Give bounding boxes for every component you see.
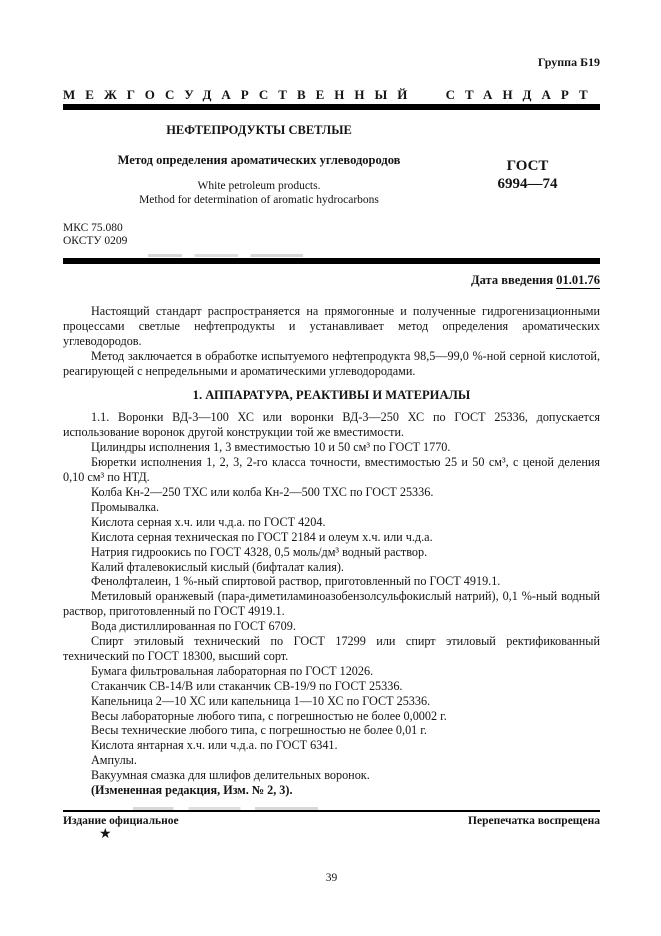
list-item: Спирт этиловый технический по ГОСТ 17299 или спирт этиловый ректификованный технический по ГОСТ 18300, высший сорт. <box>63 634 600 663</box>
list-item: Колба Кн-2—250 ТХС или колба Кн-2—500 ТХС по ГОСТ 25336. <box>91 484 434 499</box>
list-item: Весы лабораторные любого типа, с погрешностью не более 0,0002 г. <box>91 708 447 723</box>
list-item: Кислота серная х.ч. или ч.д.а. по ГОСТ 4204. <box>91 514 326 529</box>
standard-type-title: МЕЖГОСУДАРСТВЕННЫЙ СТАНДАРТ <box>63 87 598 102</box>
star-icon: ★ <box>99 827 112 842</box>
document-subtitle-ru: Метод определения ароматических углеводородов <box>117 153 401 167</box>
title-en-line2: Method for determination of aromatic hydrocarbons <box>139 193 379 206</box>
list-item: Весы технические любого типа, с погрешностью не более 0,01 г. <box>91 723 427 738</box>
header-main <box>63 123 600 248</box>
gost-number: 6994—74 <box>497 176 558 192</box>
header-divider <box>63 104 600 110</box>
footer-row <box>63 815 600 827</box>
title-en-line1: White petroleum products. <box>197 180 321 192</box>
list-item: Кислота янтарная х.ч. или ч.д.а. по ГОСТ 6341. <box>91 738 338 753</box>
page-content <box>63 0 600 798</box>
gost-designation <box>455 157 600 248</box>
scan-artifact <box>148 254 303 257</box>
footer-divider <box>63 810 600 812</box>
list-item: Бюретки исполнения 1, 2, 3, 2-го класса точности, вместимостью 25 и 50 см³, с ценой деления 0,10 см³ по НТД. <box>63 455 600 485</box>
date-label: Дата введения <box>471 273 554 287</box>
list-item: 1.1. Воронки ВД-3—100 ХС или воронки ВД-3—250 ХС по ГОСТ 25336, допускается использование воронок другой конструкции той же вместимости. <box>63 410 600 440</box>
page-number: 39 <box>325 872 338 884</box>
introduction-date <box>63 273 600 288</box>
page-footer <box>63 810 600 884</box>
divider-wrap <box>63 258 600 264</box>
list-item: Вакуумная смазка для шлифов делительных воронок. <box>91 768 370 783</box>
scan-artifact <box>133 807 318 810</box>
group-label: Группа Б19 <box>537 55 600 69</box>
date-value: 01.01.76 <box>556 273 600 287</box>
section-divider <box>63 258 600 264</box>
intro-paragraph: Настоящий стандарт распространяется на прямогонные и полученные гидрогенизационными процессами светлые нефтепродукты и устанавливает метод определения ароматических углеводородов. <box>63 304 600 348</box>
header-titles <box>63 123 455 248</box>
list-item: Фенолфталеин, 1 %-ный спиртовой раствор, приготовленный по ГОСТ 4919.1. <box>91 574 501 589</box>
list-item: Калий фталевокислый кислый (бифталат калия). <box>91 559 344 574</box>
okstu-code: ОКСТУ 0209 <box>63 235 128 247</box>
intro-paragraph: Метод заключается в обработке испытуемого нефтепродукта 98,5—99,0 %-ной серной кислотой, реагирующей с непредельными и ароматическими углеводородами. <box>63 348 600 378</box>
list-item: Ампулы. <box>91 753 137 768</box>
list-item: Стаканчик СВ-14/В или стаканчик СВ-19/9 по ГОСТ 25336. <box>91 678 403 693</box>
gost-label: ГОСТ <box>506 158 549 174</box>
list-item: Бумага фильтровальная лабораторная по ГОСТ 12026. <box>91 663 374 678</box>
list-item: Кислота серная техническая по ГОСТ 2184 и олеум х.ч. или ч.д.а. <box>91 529 433 544</box>
list-item: Промывалка. <box>91 499 160 514</box>
mks-code: МКС 75.080 <box>63 222 123 234</box>
document-title-ru: НЕФТЕПРОДУКТЫ СВЕТЛЫЕ <box>166 123 352 137</box>
list-item: Натрия гидроокись по ГОСТ 4328, 0,5 моль/дм³ водный раствор. <box>91 544 428 559</box>
amendment-note: (Измененная редакция, Изм. № 2, 3). <box>91 783 293 798</box>
official-edition-label: Издание официальное <box>63 815 179 827</box>
classification-codes <box>63 222 455 248</box>
reprint-prohibited-label: Перепечатка воспрещена <box>468 815 600 827</box>
document-title-en <box>63 180 455 207</box>
list-item: Капельница 2—10 ХС или капельница 1—10 ХС по ГОСТ 25336. <box>91 693 431 708</box>
document-body <box>63 304 600 798</box>
list-item: Цилиндры исполнения 1, 3 вместимостью 10 и 50 см³ по ГОСТ 1770. <box>91 440 451 455</box>
list-item: Вода дистиллированная по ГОСТ 6709. <box>91 619 296 634</box>
list-item: Метиловый оранжевый (пара-диметиламиноазобензолсульфокислый натрий), 0,1 %-ный водный раствор, приготовленный по ГОСТ 4919.1. <box>63 589 600 619</box>
section-heading: 1. АППАРАТУРА, РЕАКТИВЫ И МАТЕРИАЛЫ <box>192 387 471 402</box>
